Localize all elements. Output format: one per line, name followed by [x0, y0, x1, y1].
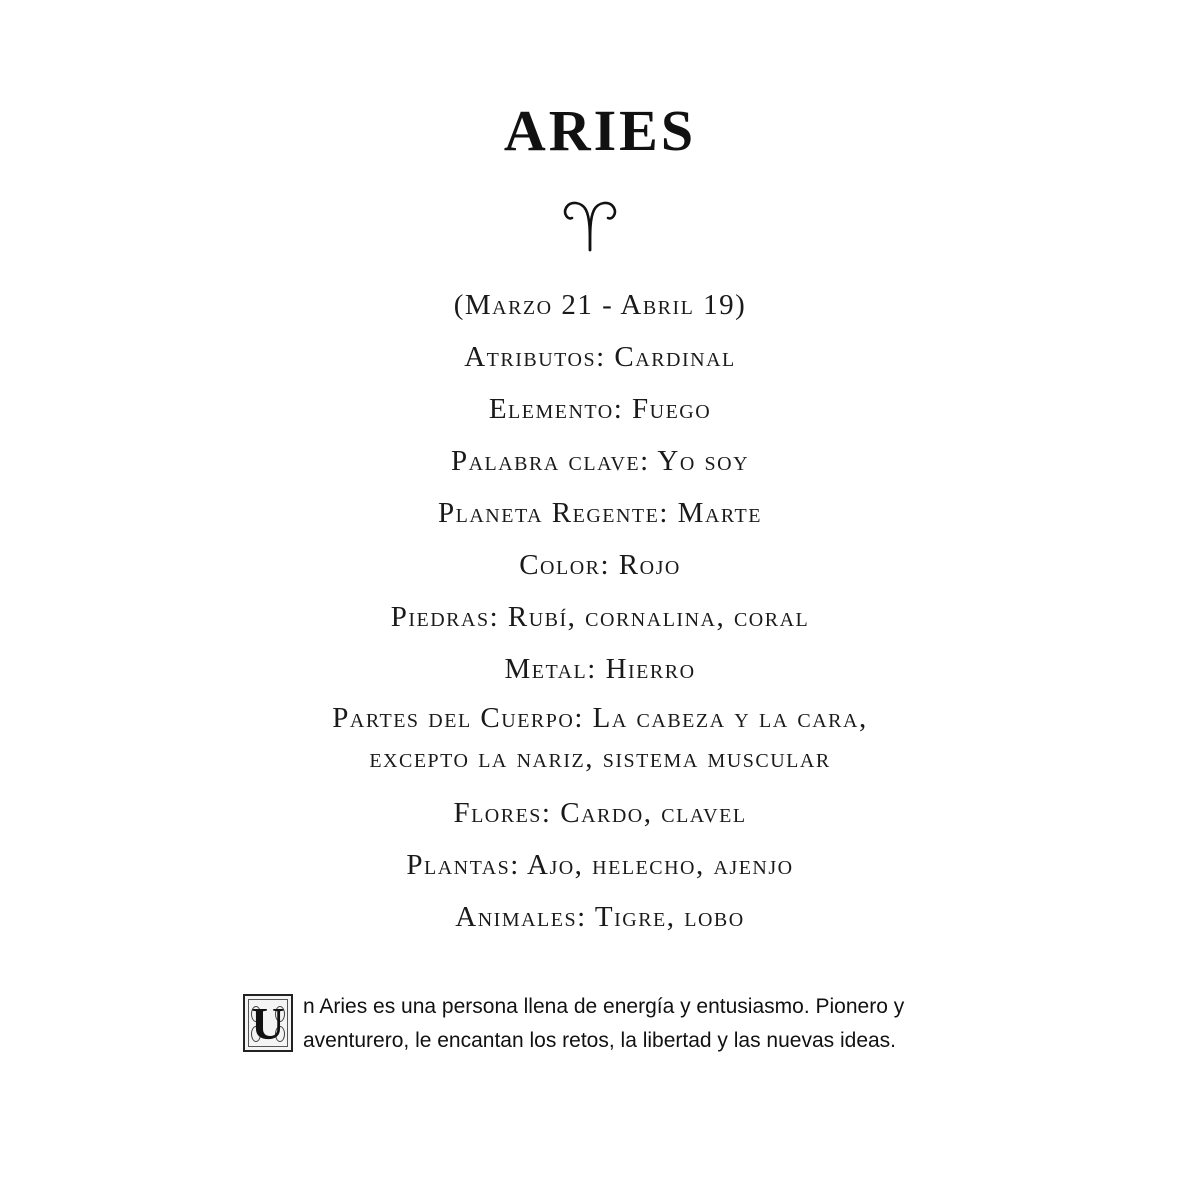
- keyword-line: Palabra clave: Yo soy: [450, 445, 750, 477]
- stones-line: Piedras: Rubí, cornalina, coral: [390, 601, 810, 633]
- animals-line: Animales: Tigre, lobo: [455, 901, 745, 933]
- element-line: Elemento: Fuego: [488, 393, 712, 425]
- attributes-line: Atributos: Cardinal: [464, 341, 736, 373]
- color-line: Color: Rojo: [519, 549, 681, 581]
- drop-cap-letter: U: [251, 998, 285, 1049]
- dates-line: (Marzo 21 - Abril 19): [453, 289, 747, 321]
- body-parts-line-1: Partes del Cuerpo: La cabeza y la cara,: [332, 702, 868, 734]
- body-parts-line-2: excepto la nariz, sistema muscular: [369, 742, 831, 774]
- description-paragraph: [243, 990, 963, 1058]
- plants-line: Plantas: Ajo, helecho, ajenjo: [406, 849, 794, 881]
- ruling-planet-line: Planeta Regente: Marte: [438, 497, 762, 529]
- flowers-line: Flores: Cardo, clavel: [453, 797, 747, 829]
- metal-line: Metal: Hierro: [504, 653, 696, 685]
- paragraph-text: n Aries es una persona llena de energía y entusiasmo. Pionero y aventurero, le encantan los retos, la libertad y las nuevas ideas.: [303, 995, 905, 1052]
- drop-cap: [243, 994, 293, 1052]
- aries-symbol-icon: [560, 196, 620, 252]
- attributes-list: [0, 282, 1200, 946]
- page-title: ARIES: [503, 98, 697, 163]
- body-parts-line: [0, 698, 1200, 790]
